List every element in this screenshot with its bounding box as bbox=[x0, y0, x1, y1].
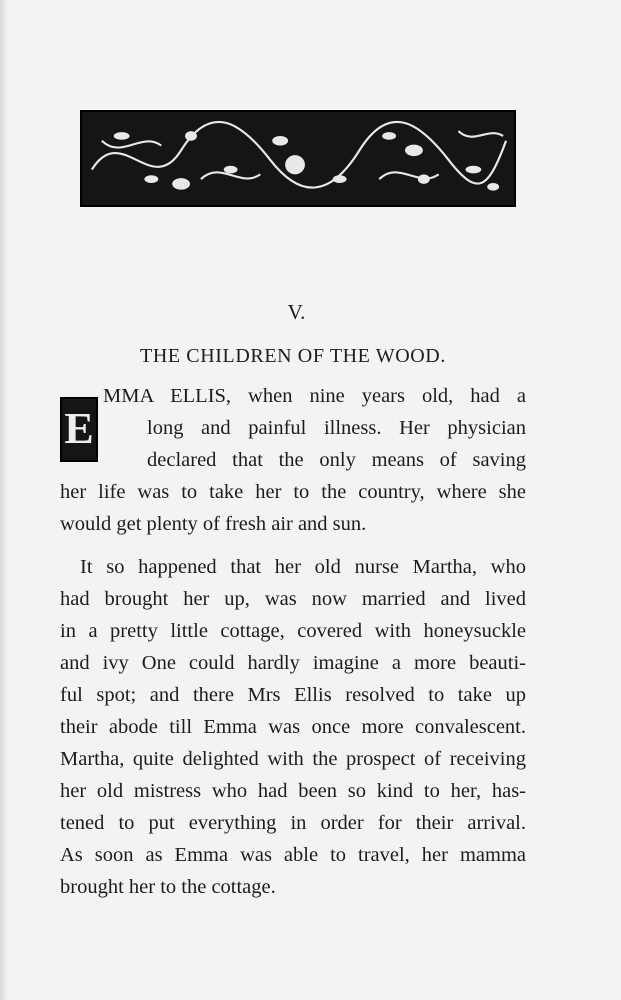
text-line: their abode till Emma was once more convalescent. bbox=[60, 716, 526, 738]
text-line: her life was to take her to the country, where she bbox=[60, 481, 526, 503]
vine-ornament-icon bbox=[82, 112, 514, 205]
text-line: would get plenty of fresh air and sun. bbox=[60, 513, 367, 535]
text-line: It so happened that her old nurse Martha, who bbox=[80, 556, 526, 578]
text-line: long and painful illness. Her physician bbox=[147, 417, 526, 439]
text-line: in a pretty little cottage, covered with honeysuckle bbox=[60, 620, 526, 642]
text-line: Martha, quite delighted with the prospect of receiving bbox=[60, 748, 526, 770]
text-line: her old mistress who had been so kind to her, has- bbox=[60, 780, 526, 802]
text-line: and ivy One could hardly imagine a more beauti- bbox=[60, 652, 526, 674]
text-line: declared that the only means of saving bbox=[147, 449, 526, 471]
decorative-headpiece-banner bbox=[80, 110, 516, 207]
chapter-number bbox=[0, 300, 621, 325]
text-line: MMA ELLIS, when nine years old, had a bbox=[103, 385, 526, 407]
text-line: brought her to the cottage. bbox=[60, 876, 276, 898]
text-line: ful spot; and there Mrs Ellis resolved to take up bbox=[60, 684, 526, 706]
text-line: had brought her up, was now married and lived bbox=[60, 588, 526, 610]
drop-cap-initial: E bbox=[60, 397, 98, 462]
chapter-title: THE CHILDREN OF THE WOOD. bbox=[140, 345, 446, 367]
text-line: As soon as Emma was able to travel, her mamma bbox=[60, 844, 526, 866]
text-line: tened to put everything in order for their arrival. bbox=[60, 812, 526, 834]
chapter-number-text: V. bbox=[287, 300, 306, 324]
page-edge-shadow bbox=[0, 0, 8, 1000]
